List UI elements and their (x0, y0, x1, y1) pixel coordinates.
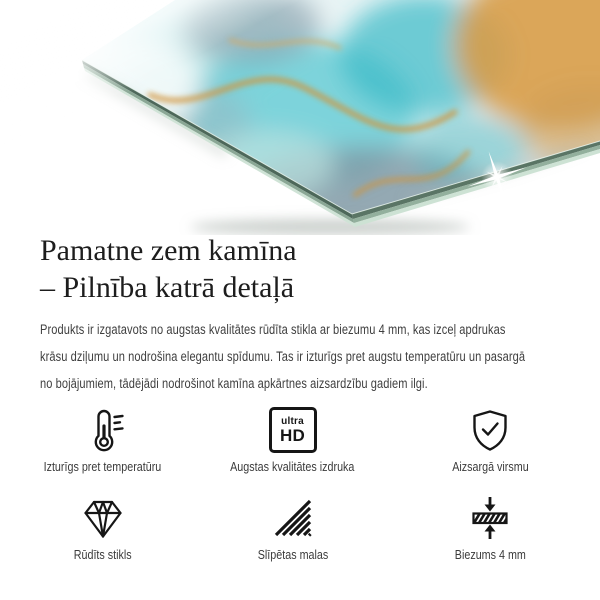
feature-label: Augstas kvalitātes izdruka (230, 460, 355, 474)
page-title (40, 226, 560, 306)
glass-panel-photo (0, 0, 600, 235)
feature-temperature (40, 404, 165, 476)
product-hero (0, 0, 600, 235)
product-description (40, 316, 560, 397)
diamond-icon (79, 494, 127, 542)
thermometer-icon (79, 406, 127, 454)
feature-grid (40, 404, 560, 564)
feature-surface-protection (420, 404, 560, 476)
feature-thickness (420, 492, 560, 564)
shield-check-icon (466, 406, 514, 454)
feature-print-quality (165, 404, 420, 476)
feature-polished-edges (165, 492, 420, 564)
feature-label: Biezums 4 mm (454, 548, 526, 562)
description-line: no bojājumiem, tādējādi nodrošinot kamīna apkārtnes aizsardzību gadiem ilgi. (40, 376, 428, 391)
feature-label: Rūdīts stikls (73, 548, 132, 562)
feature-label: Izturīgs pret temperatūru (43, 460, 162, 474)
title-line-2: – Pilnība katrā detaļā (40, 271, 295, 304)
description-line: Produkts ir izgatavots no augstas kvalitātes rūdīta stikla ar biezumu 4 mm, kas izceļ apdrukas (40, 322, 506, 337)
beveled-edges-icon (269, 494, 317, 542)
description-line: krāsu dziļumu un nodrošina elegantu spīdumu. Tas ir izturīgs pret augstu temperatūru un pasargā (40, 349, 526, 364)
thickness-icon (466, 494, 514, 542)
feature-label: Aizsargā virsmu (451, 460, 529, 474)
ultra-hd-icon-text-top: ultra (281, 416, 304, 427)
ultra-hd-icon-text-bottom: HD (280, 426, 305, 445)
product-copy (0, 226, 600, 564)
feature-tempered-glass (40, 492, 165, 564)
ultra-hd-icon (269, 407, 317, 453)
title-line-1: Pamatne zem kamīna (40, 234, 297, 267)
feature-label: Slīpētas malas (257, 548, 328, 562)
